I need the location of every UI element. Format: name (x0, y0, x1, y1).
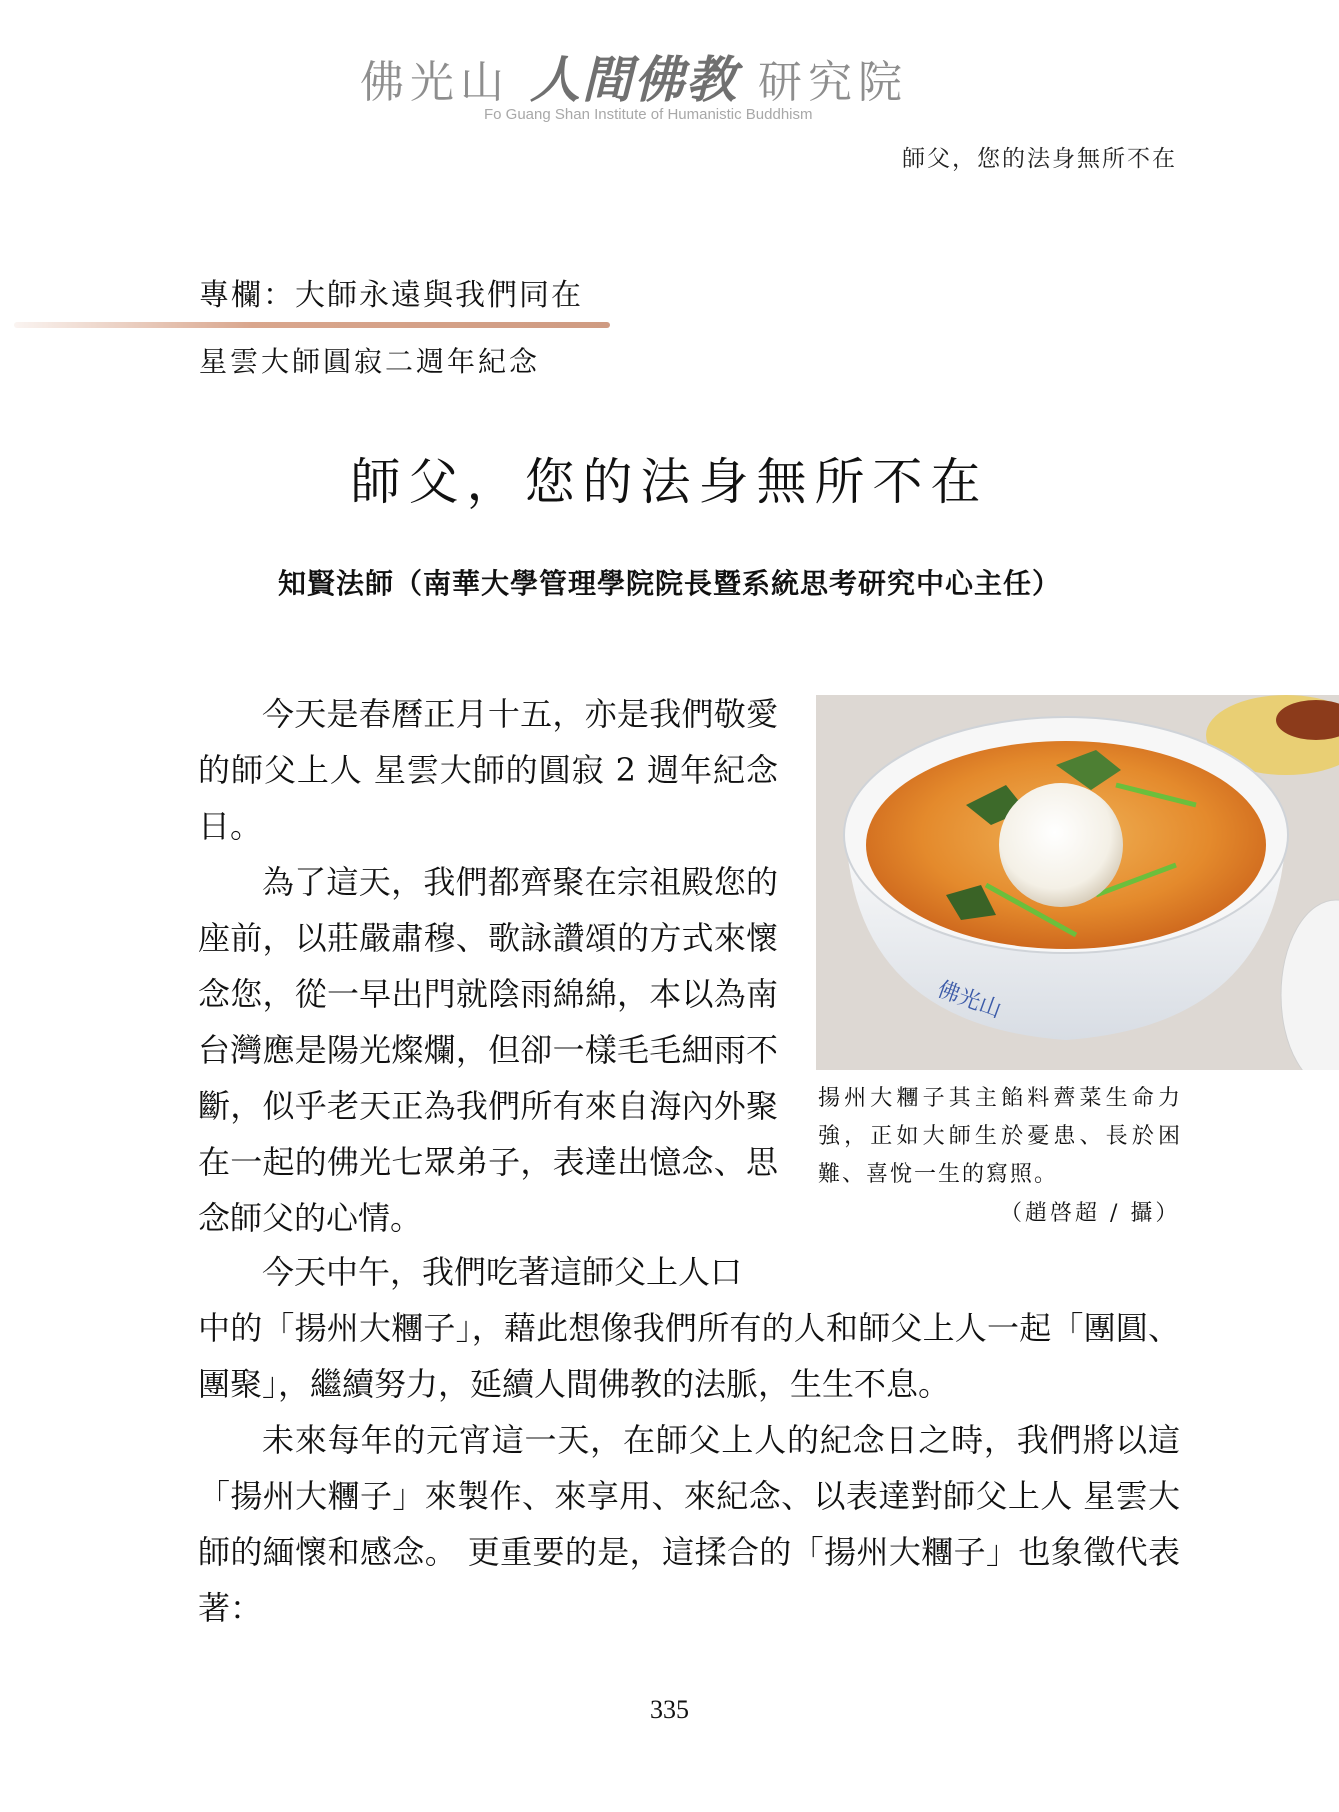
logo-text-brush: 人間佛教 (530, 50, 738, 109)
paragraph-3-first-line: 今天中午，我們吃著這師父上人口 (262, 1253, 743, 1291)
institute-logo-english: Fo Guang Shan Institute of Humanistic Buddhism (484, 106, 813, 123)
article-title: 師父，您的法身無所不在 (350, 453, 989, 511)
soup-bowl-illustration (816, 695, 1339, 1070)
page-number: 335 (650, 1695, 689, 1724)
logo-text-left: 佛光山 (360, 57, 510, 108)
paragraph-2: 為了這天，我們都齊聚在宗祖殿您的座前，以莊嚴肅穆、歌詠讚頌的方式來懷念您，從一早出門就陰雨綿綿，本以為南台灣應是陽光燦爛，但卻一樣毛毛細雨不斷，似乎老天正為我們所有來自海內外聚在一起的佛光七眾弟子，表達出憶念、思念師父的心情。 (198, 863, 778, 1237)
paragraph-1: 今天是春曆正月十五，亦是我們敬愛的師父上人 星雲大師的圓寂 2 週年紀念日。 (198, 695, 778, 845)
column-subtitle: 星雲大師圓寂二週年紀念 (199, 345, 541, 378)
paragraph-4: 未來每年的元宵這一天，在師父上人的紀念日之時，我們將以這「揚州大糰子」來製作、來享用、來紀念、以表達對師父上人 星雲大師的緬懷和感念。 更重要的是，這揉合的「揚州大糰子」也象徵代表著： (198, 1421, 1180, 1627)
institute-logo (360, 40, 980, 109)
author-byline: 知賢法師（南華大學管理學院院長暨系統思考研究中心主任） (277, 567, 1061, 600)
running-head: 師父，您的法身無所不在 (902, 146, 1177, 172)
logo-text-right: 研究院 (758, 57, 908, 108)
column-label: 專欄：大師永遠與我們同在 (199, 278, 583, 313)
photo-credit: （趙啓超 / 攝） (1000, 1201, 1181, 1226)
photo-caption: 揚州大糰子其主餡料薺菜生命力強，正如大師生於憂患、長於困難、喜悅一生的寫照。 (818, 1086, 1182, 1187)
column-divider (14, 322, 610, 328)
svg-text:佛光山: 佛光山 (933, 977, 1005, 1024)
paragraph-3-rest: 中的「揚州大糰子」，藉此想像我們所有的人和師父上人一起「團圓、團聚」，繼續努力，延續人間佛教的法脈，生生不息。 (198, 1309, 1180, 1403)
tangyuan-soup-photo (816, 695, 1339, 1070)
